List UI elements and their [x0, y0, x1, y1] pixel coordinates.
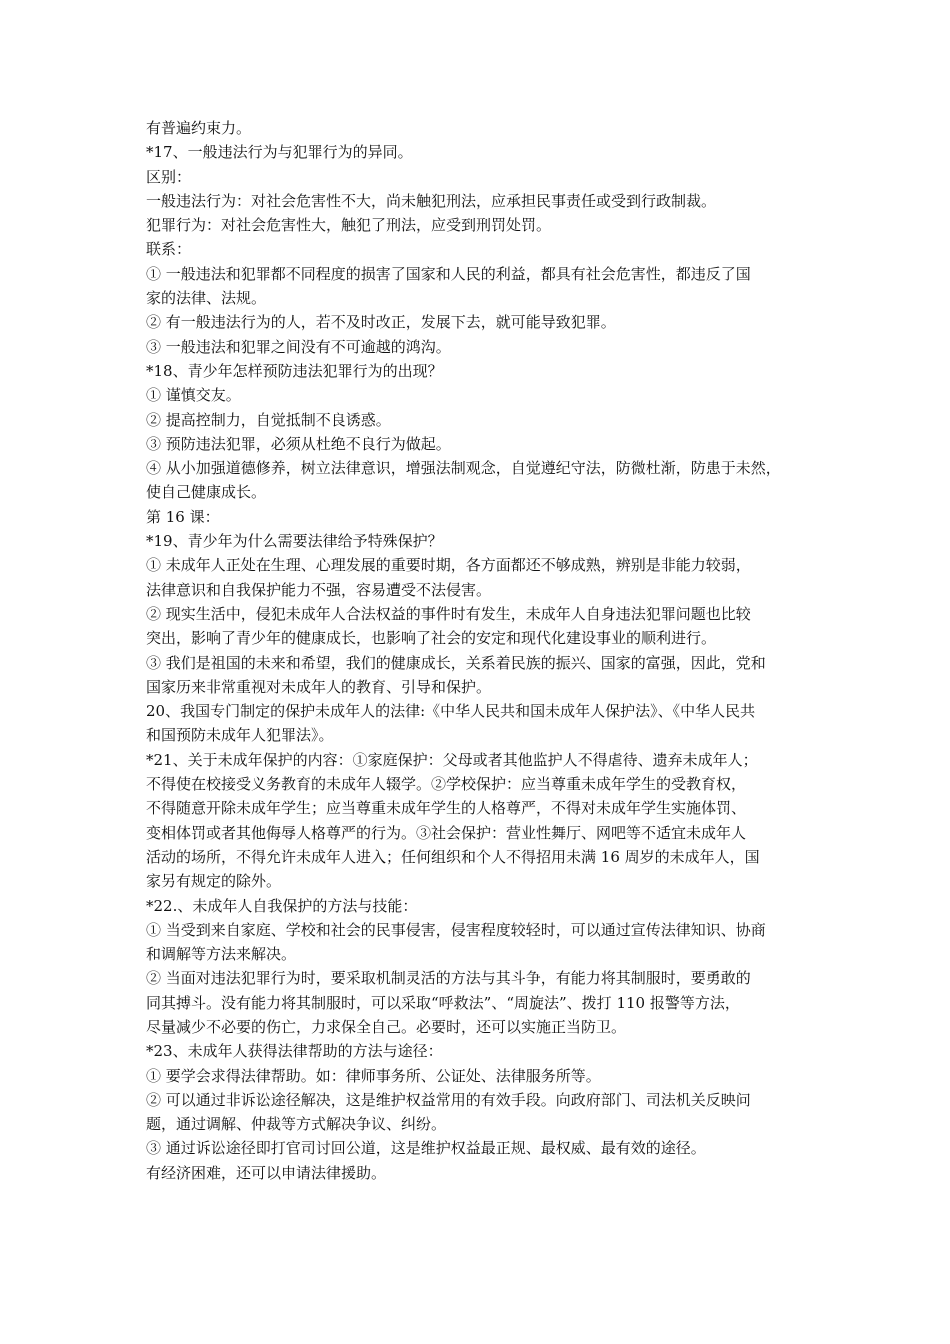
text-line: ② 提高控制力，自觉抵制不良诱惑。 [146, 410, 391, 429]
text-line: 一般违法行为：对社会危害性不大，尚未触犯刑法，应承担民事责任或受到行政制裁。 [146, 191, 717, 210]
text-line: 国家历来非常重视对未成年人的教育、引导和保护。 [146, 677, 492, 696]
text-line: 同其搏斗。没有能力将其制服时，可以采取“呼救法”、“周旋法”、拨打 110 报警等方法， [146, 993, 740, 1012]
text-line: 不得随意开除未成年学生；应当尊重未成年学生的人格尊严，不得对未成年学生实施体罚、 [146, 799, 747, 818]
text-line: ① 一般违法和犯罪都不同程度的损害了国家和人民的利益，都具有社会危害性，都违反了国 [146, 264, 751, 283]
text-line: 变相体罚或者其他侮辱人格尊严的行为。③社会保护：营业性舞厅、网吧等不适宜未成年人 [146, 823, 747, 842]
text-line: *23、未成年人获得法律帮助的方法与途径： [146, 1042, 443, 1061]
text-line: *18、青少年怎样预防违法犯罪行为的出现？ [146, 361, 443, 380]
text-line: ③ 一般违法和犯罪之间没有不可逾越的鸿沟。 [146, 337, 451, 356]
text-line: 和调解等方法来解决。 [146, 945, 297, 964]
text-line: 犯罪行为：对社会危害性大，触犯了刑法，应受到刑罚处罚。 [146, 216, 552, 235]
text-line: 尽量减少不必要的伤亡，力求保全自己。必要时，还可以实施正当防卫。 [146, 1017, 627, 1036]
text-line: 联系： [146, 240, 192, 259]
text-line: 家另有规定的除外。 [146, 872, 282, 891]
text-line: ① 当受到来自家庭、学校和社会的民事侵害，侵害程度较轻时，可以通过宣传法律知识、协商 [146, 920, 766, 939]
text-line: ④ 从小加强道德修养，树立法律意识，增强法制观念，自觉遵纪守法，防微杜渐，防患于未然， [146, 459, 781, 478]
text-line: ① 要学会求得法律帮助。如：律师事务所、公证处、法律服务所等。 [146, 1066, 601, 1085]
text-line: ② 当面对违法犯罪行为时，要采取机制灵活的方法与其斗争，有能力将其制服时，要勇敢的 [146, 969, 751, 988]
text-line: *21、关于未成年保护的内容：①家庭保护：父母或者其他监护人不得虐待、遗弃未成年人； [146, 750, 758, 769]
text-line: 和国预防未成年人犯罪法》。 [146, 726, 334, 745]
text-line: 活动的场所，不得允许未成年人进入；任何组织和个人不得招用未满 16 周岁的未成年人，国 [146, 847, 760, 866]
text-line: 第 16 课： [146, 507, 220, 526]
text-line: 突出，影响了青少年的健康成长，也影响了社会的安定和现代化建设事业的顺利进行。 [146, 629, 717, 648]
text-line: 使自己健康成长。 [146, 483, 267, 502]
text-line: ① 未成年人正处在生理、心理发展的重要时期，各方面都还不够成熟，辨别是非能力较弱， [146, 556, 751, 575]
text-line: 不得使在校接受义务教育的未成年人辍学。②学校保护：应当尊重未成年学生的受教育权， [146, 775, 747, 794]
text-line: 题，通过调解、仲裁等方式解决争议、纠纷。 [146, 1115, 447, 1134]
document-body [146, 116, 814, 1185]
text-line: ① 谨慎交友。 [146, 386, 241, 405]
text-line: *17、一般违法行为与犯罪行为的异同。 [146, 143, 413, 162]
text-line: ② 有一般违法行为的人，若不及时改正，发展下去，就可能导致犯罪。 [146, 313, 616, 332]
text-line: *22.、未成年人自我保护的方法与技能： [146, 896, 418, 915]
text-line: 有普遍约束力。 [146, 119, 252, 137]
text-line: ③ 预防违法犯罪，必须从杜绝不良行为做起。 [146, 434, 451, 453]
text-line: ② 可以通过非诉讼途径解决，这是维护权益常用的有效手段。向政府部门、司法机关反映问 [146, 1090, 751, 1109]
text-line: ③ 通过诉讼途径即打官司讨回公道，这是维护权益最正规、最权威、最有效的途径。 [146, 1139, 706, 1158]
text-line: 家的法律、法规。 [146, 289, 267, 308]
text-line: 20、我国专门制定的保护未成年人的法律:《中华人民共和国未成年人保护法》、《中华人民共 [146, 702, 756, 721]
text-line: *19、青少年为什么需要法律给予特殊保护？ [146, 532, 443, 551]
text-line: 有经济困难，还可以申请法律援助。 [146, 1163, 387, 1182]
text-line: ② 现实生活中，侵犯未成年人合法权益的事件时有发生，未成年人自身违法犯罪问题也比较 [146, 604, 751, 623]
text-line: 区别： [146, 167, 192, 186]
text-line: 法律意识和自我保护能力不强，容易遭受不法侵害。 [146, 580, 492, 599]
text-line: ③ 我们是祖国的未来和希望，我们的健康成长，关系着民族的振兴、国家的富强，因此，党和 [146, 653, 766, 672]
